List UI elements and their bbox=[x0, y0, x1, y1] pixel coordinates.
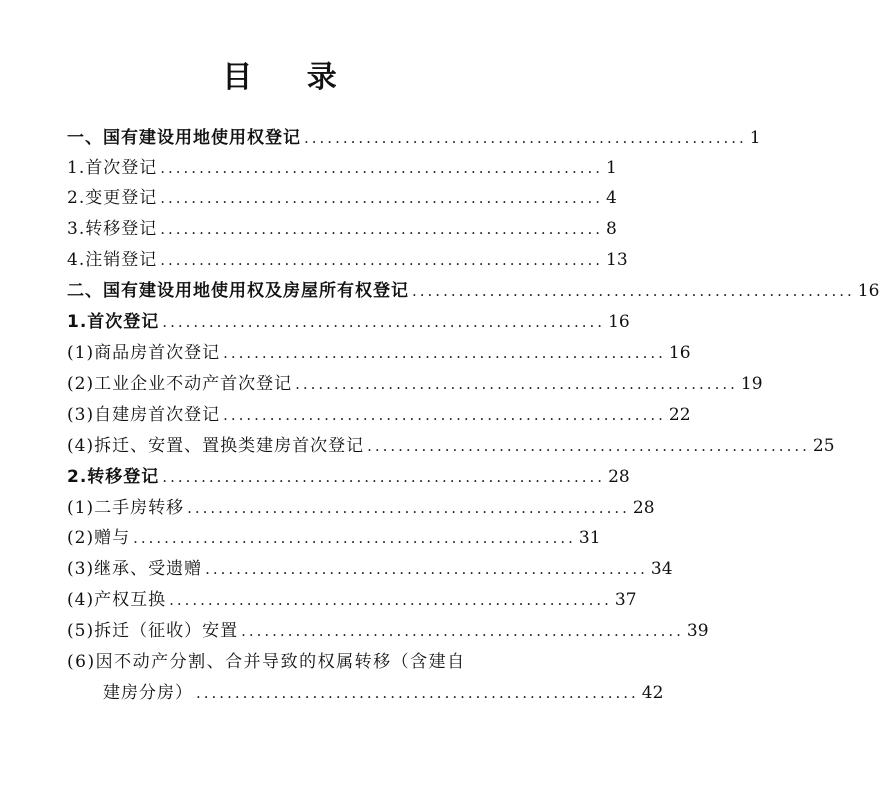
toc-entry-page: 28 bbox=[632, 498, 655, 518]
toc-entry[interactable] bbox=[67, 646, 496, 674]
toc-entry-label: (2)工业企业不动产首次登记 bbox=[67, 374, 293, 394]
toc-entry[interactable] bbox=[67, 368, 763, 396]
toc-entry-continuation[interactable] bbox=[103, 677, 664, 705]
dot-leader: ......................................................... bbox=[196, 684, 639, 702]
toc-entry[interactable] bbox=[67, 152, 617, 180]
toc-entry[interactable] bbox=[67, 213, 617, 241]
toc-entry-label: (6)因不动产分割、合并导致的权属转移（含建自 bbox=[67, 652, 466, 672]
toc-entry-label: 1.首次登记 bbox=[67, 158, 158, 178]
toc-entry-page: 42 bbox=[641, 683, 664, 703]
toc-entry-label: (2)赠与 bbox=[67, 528, 131, 548]
toc-entry-label: (4)产权互换 bbox=[67, 590, 167, 610]
toc-entry-label: (3)自建房首次登记 bbox=[67, 405, 221, 425]
dot-leader: ......................................................... bbox=[223, 344, 666, 362]
toc-entry[interactable] bbox=[67, 306, 630, 334]
toc-entry-label: 1.首次登记 bbox=[67, 312, 160, 332]
dot-leader: ......................................................... bbox=[160, 189, 604, 207]
dot-leader: ......................................................... bbox=[160, 220, 604, 238]
toc-entry[interactable] bbox=[67, 244, 628, 272]
toc-entry[interactable] bbox=[67, 182, 617, 210]
toc-entry-page: 16 bbox=[668, 343, 691, 363]
dot-leader: ......................................................... bbox=[412, 282, 855, 300]
toc-entry-page: 1 bbox=[749, 128, 761, 148]
toc-entry-page: 19 bbox=[740, 374, 763, 394]
toc-entry-page: 16 bbox=[857, 281, 879, 301]
toc-entry[interactable] bbox=[67, 615, 709, 643]
page-title: 目 录 bbox=[222, 60, 359, 95]
toc-entry-label: (4)拆迁、安置、置换类建房首次登记 bbox=[67, 436, 365, 456]
toc-entry-label: (1)二手房转移 bbox=[67, 498, 185, 518]
toc-entry-label: (3)继承、受遗赠 bbox=[67, 559, 203, 579]
toc-entry-label: 2.转移登记 bbox=[67, 467, 160, 487]
toc-entry-page: 4 bbox=[606, 188, 617, 208]
toc-entry[interactable] bbox=[67, 553, 673, 581]
toc-entry-label: (1)商品房首次登记 bbox=[67, 343, 221, 363]
toc-entry-label: 建房分房） bbox=[103, 683, 193, 703]
dot-leader: ......................................................... bbox=[169, 591, 612, 609]
dot-leader: ......................................................... bbox=[160, 159, 604, 177]
toc-entry-page: 1 bbox=[606, 158, 617, 178]
dot-leader: ......................................................... bbox=[295, 375, 738, 393]
toc-entry[interactable] bbox=[67, 492, 655, 520]
dot-leader: ......................................................... bbox=[241, 622, 684, 640]
toc-entry[interactable] bbox=[67, 275, 879, 303]
toc-entry-page: 16 bbox=[608, 312, 630, 332]
toc-entry[interactable] bbox=[67, 584, 637, 612]
toc-entry[interactable] bbox=[67, 461, 630, 489]
dot-leader: ......................................................... bbox=[162, 468, 606, 486]
toc-entry-page: 34 bbox=[650, 559, 673, 579]
dot-leader: ......................................................... bbox=[133, 529, 576, 547]
toc-entry-label: 4.注销登记 bbox=[67, 250, 158, 270]
dot-leader: ......................................................... bbox=[205, 560, 648, 578]
toc-entry[interactable] bbox=[67, 399, 691, 427]
toc-entry-page: 28 bbox=[608, 467, 630, 487]
toc-entry-page: 22 bbox=[668, 405, 691, 425]
toc-entry[interactable] bbox=[67, 430, 835, 458]
toc-entry-page: 8 bbox=[606, 219, 617, 239]
toc-entry-label: 一、国有建设用地使用权登记 bbox=[67, 128, 301, 148]
toc-entry-page: 37 bbox=[614, 590, 637, 610]
dot-leader: ......................................................... bbox=[187, 499, 630, 517]
dot-leader: ......................................................... bbox=[304, 129, 747, 147]
toc-entry-page: 25 bbox=[812, 436, 835, 456]
toc-entry[interactable] bbox=[67, 337, 691, 365]
toc-entry-label: 2.变更登记 bbox=[67, 188, 158, 208]
toc-entry-page: 13 bbox=[606, 250, 628, 270]
dot-leader: ......................................................... bbox=[367, 437, 810, 455]
toc-entry-label: 3.转移登记 bbox=[67, 219, 158, 239]
toc-entry-page: 31 bbox=[578, 528, 601, 548]
dot-leader: ......................................................... bbox=[223, 406, 666, 424]
toc-entry-label: 二、国有建设用地使用权及房屋所有权登记 bbox=[67, 281, 409, 301]
toc-entry-page: 39 bbox=[686, 621, 709, 641]
toc-entry[interactable] bbox=[67, 522, 601, 550]
toc-entry-label: (5)拆迁（征收）安置 bbox=[67, 621, 239, 641]
dot-leader: ......................................................... bbox=[160, 251, 604, 269]
dot-leader: ......................................................... bbox=[162, 313, 606, 331]
toc-entry[interactable] bbox=[67, 122, 761, 150]
